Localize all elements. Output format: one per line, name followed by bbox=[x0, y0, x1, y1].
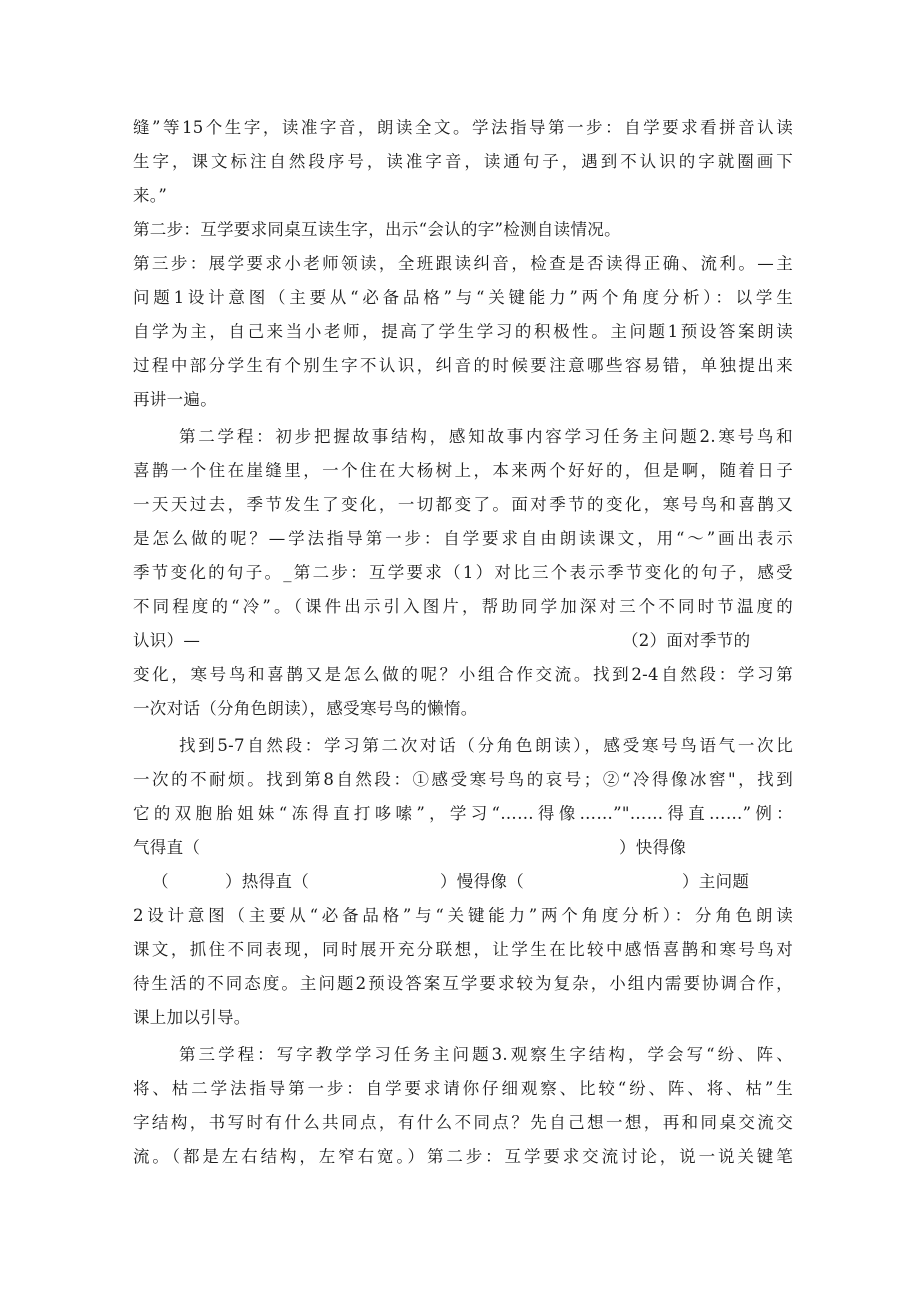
text-line: 自学为主，自己来当小老师，提高了学生学习的积极性。主问题1预设答案朗读 bbox=[133, 322, 793, 341]
text-line: 一次对话（分角色朗读），感受寒号鸟的懒惰。 bbox=[133, 699, 478, 718]
paragraph-heading-line: 找到5-7自然段：学习第二次对话（分角色朗读），感受寒号鸟语气一次比 bbox=[179, 736, 793, 755]
text-line: 字结构，书写时有什么共同点，有什么不同点？先自己想一想，再和同桌交流交 bbox=[133, 1113, 793, 1132]
paragraph-heading-line: 第二学程：初步把握故事结构，感知故事内容学习任务主问题2.寒号鸟和 bbox=[179, 427, 793, 446]
text-line: 认识）— bbox=[133, 631, 201, 650]
text-line: 2设计意图（主要从“必备品格”与“关键能力”两个角度分析）：分角色朗读 bbox=[133, 906, 793, 925]
text-line: 问题1设计意图（主要从“必备品格”与“关键能力”两个角度分析）：以学生 bbox=[133, 288, 793, 307]
text-line: ）热得直（ bbox=[225, 872, 309, 891]
text-line: 流。（都是左右结构，左窄右宽。）第二步：互学要求交流讨论，说一说关键笔 bbox=[133, 1147, 793, 1166]
text-line: 第二步：互学要求同桌互读生字，出示“会认的字”检测自读情况。 bbox=[133, 220, 621, 239]
text-line: （2）面对季节的 bbox=[622, 631, 751, 650]
text-line: 再讲一遍。 bbox=[133, 390, 217, 409]
text-line: 一天天过去，季节发生了变化，一切都变了。面对季节的变化，寒号鸟和喜鹊又 bbox=[133, 495, 793, 514]
text-line: 课文，抓住不同表现，同时展开充分联想，让学生在比较中感悟喜鹊和寒号鸟对 bbox=[133, 940, 793, 959]
text-line: （ bbox=[152, 872, 169, 891]
text-line: 不同程度的“冷”。（课件出示引入图片，帮助同学加深对三个不同时节温度的 bbox=[133, 597, 793, 616]
text-line: 它的双胞胎姐妹“冻得直打哆嗦”，学习“……得像……”"……得直……”例： bbox=[133, 804, 793, 823]
text-line: 第三步：展学要求小老师领读，全班跟读纠音，检查是否读得正确、流利。—主 bbox=[133, 254, 793, 273]
text-line: ）主问题 bbox=[682, 872, 750, 891]
text-line: 过程中部分学生有个别生字不认识，纠音的时候要注意哪些容易错，单独提出来 bbox=[133, 356, 793, 375]
text-line: 变化，寒号鸟和喜鹊又是怎么做的呢？小组合作交流。找到2-4自然段：学习第 bbox=[133, 665, 793, 684]
text-line: 季节变化的句子。_第二步：互学要求（1）对比三个表示季节变化的句子，感受 bbox=[133, 563, 793, 582]
text-line: 生字，课文标注自然段序号，读准字音，读通句子，遇到不认识的字就圈画下 bbox=[133, 152, 793, 171]
text-line: 课上加以引导。 bbox=[133, 1008, 251, 1027]
paragraph-heading-line: 第三学程：写字教学学习任务主问题3.观察生字结构，学会写“纷、阵、 bbox=[179, 1045, 793, 1064]
text-line: 缝”等15个生字，读准字音，朗读全文。学法指导第一步：自学要求看拼音认读 bbox=[133, 118, 793, 137]
text-line: 喜鹊一个住在崖缝里，一个住在大杨树上，本来两个好好的，但是啊，随着日子 bbox=[133, 461, 793, 480]
text-line: 将、枯二学法指导第一步：自学要求请你仔细观察、比较“纷、阵、将、枯”生 bbox=[133, 1079, 793, 1098]
text-line: ）慢得像（ bbox=[440, 872, 524, 891]
text-line: 气得直（ bbox=[133, 838, 201, 857]
text-line: 来。” bbox=[133, 186, 168, 205]
text-line: ）快得像 bbox=[619, 838, 687, 857]
text-line: 待生活的不同态度。主问题2预设答案互学要求较为复杂，小组内需要协调合作， bbox=[133, 974, 793, 993]
text-line: 一次的不耐烦。找到第8自然段：①感受寒号鸟的哀号；②“冷得像冰窖"，找到 bbox=[133, 770, 793, 789]
text-line: 是怎么做的呢？—学法指导第一步：自学要求自由朗读课文，用“～”画出表示 bbox=[133, 529, 793, 548]
